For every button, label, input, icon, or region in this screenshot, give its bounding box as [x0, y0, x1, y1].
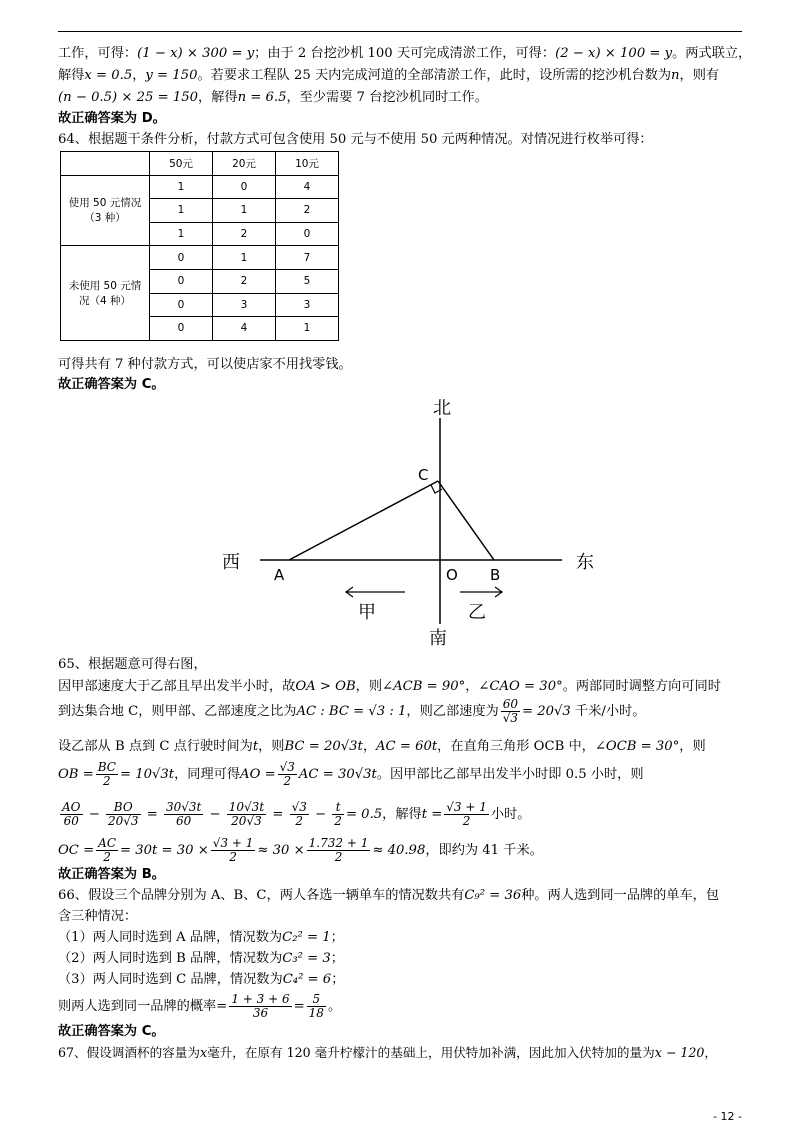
table-cell: 1 [150, 222, 213, 246]
table-cell: 0 [213, 175, 276, 199]
p65-line-4: OB = $\frac{BC}{2}$ = 10√3t，同理可得AO = $\frac{√3}{2}$ AC = 30√3t。因甲部比乙部早出发半小时即 0.5 小时，则 [58, 760, 644, 788]
segment-cb [438, 481, 494, 560]
segment-ac [289, 481, 438, 560]
table-cell: 4 [276, 175, 339, 199]
p64-answer: 故正确答案为 C。 [58, 377, 165, 392]
table-row [61, 246, 339, 270]
label-o: O [446, 566, 458, 584]
geometry-figure [200, 392, 620, 652]
label-a: A [274, 566, 285, 584]
table-cell: 3 [213, 293, 276, 317]
table-cell: 4 [213, 317, 276, 341]
p63-answer: 故正确答案为 D。 [58, 111, 166, 126]
label-west: 西 [222, 552, 240, 573]
p65-answer: 故正确答案为 B。 [58, 867, 165, 882]
p65-line-5: $\frac{AO}{60}$ − $\frac{BO}{20√3}$ = $\frac{30√3t}{60}$ − $\frac{10√3t}{20√3}$ = $\frac{√3}{2}$ − $\frac{t}{2}$ = 0.5，解得t = $\frac{√3 + 1}{2}$ 小时。 [62, 800, 531, 828]
p65-line-2: 到达集合地 C，则甲部、乙部速度之比为AC : BC = √3 : 1，则乙部速度为 $\frac{60}{√3}$ = 20√3 千米/小时。 [58, 697, 646, 725]
label-north: 北 [433, 398, 451, 419]
p66-line-1: 66、假设三个品牌分别为 A、B、C，两人各选一辆单车的情况数共有C₉² = 36种。两人选到同一品牌的单车，包 [58, 888, 720, 903]
table-cell: 0 [150, 317, 213, 341]
table-cell: 5 [276, 269, 339, 293]
p65-line-1: 因甲部速度大于乙部且早出发半小时，故OA > OB，则∠ACB = 90°，∠CAO = 30°。两部同时调整方向可同时 [58, 679, 721, 694]
p66-case-1: （1）两人同时选到 A 品牌，情况数为C₂² = 1； [58, 930, 344, 945]
table-cell: 1 [213, 199, 276, 223]
p66-probability: 则两人选到同一品牌的概率= $\frac{1 + 3 + 6}{36}$ = $\frac{5}{18}$ 。 [58, 992, 342, 1020]
page-number: - 12 - [713, 1110, 742, 1123]
p63-line-3: (n − 0.5) × 25 = 150，解得n = 6.5，至少需要 7 台挖沙机同时工作。 [58, 90, 488, 105]
label-east: 东 [576, 552, 594, 573]
table-cell: 0 [150, 269, 213, 293]
p66-case-3: （3）两人同时选到 C 品牌，情况数为C₄² = 6； [58, 972, 345, 987]
header-10: 10元 [276, 152, 339, 176]
label-b: B [490, 566, 501, 584]
p66-answer: 故正确答案为 C。 [58, 1024, 165, 1039]
table-cell: 0 [150, 246, 213, 270]
p66-case-2: （2）两人同时选到 B 品牌，情况数为C₃² = 3； [58, 951, 344, 966]
table-cell: 1 [276, 317, 339, 341]
table-header-row [61, 152, 339, 176]
table-cell: 2 [276, 199, 339, 223]
p64-intro: 64、根据题干条件分析，付款方式可包含使用 50 元与不使用 50 元两种情况。对情况进行枚举可得： [58, 132, 653, 147]
p65-line-6: OC = $\frac{AC}{2}$ = 30t = 30 × $\frac{√3 + 1}{2}$ ≈ 30 × $\frac{1.732 + 1}{2}$ ≈ 40.98，即约为 41 千米。 [58, 836, 543, 864]
table-cell: 7 [276, 246, 339, 270]
table-corner-cell [61, 152, 150, 176]
label-c: C [418, 466, 429, 484]
header-rule [58, 31, 742, 32]
header-50: 50元 [150, 152, 213, 176]
table-cell: 1 [150, 199, 213, 223]
table-cell: 2 [213, 269, 276, 293]
table-cell: 0 [150, 293, 213, 317]
label-yi: 乙 [468, 602, 486, 623]
table-cell: 1 [213, 246, 276, 270]
p65-intro: 65、根据题意可得右图， [58, 657, 207, 672]
table-cell: 2 [213, 222, 276, 246]
p65-line-3: 设乙部从 B 点到 C 点行驶时间为t，则BC = 20√3t，AC = 60t，在直角三角形 OCB 中，∠OCB = 30°，则 [58, 739, 706, 754]
p64-conclusion: 可得共有 7 种付款方式，可以使店家不用找零钱。 [58, 357, 352, 372]
p67-line-1: 67、假设调酒杯的容量为x毫升，在原有 120 毫升柠檬汁的基础上，用伏特加补满，因此加入伏特加的量为x − 120， [58, 1045, 718, 1060]
payment-table [60, 151, 339, 341]
table-cell: 3 [276, 293, 339, 317]
p63-line-1: 工作，可得：(1 − x) × 300 = y；由于 2 台挖沙机 100 天可完成清淤工作，可得：(2 − x) × 100 = y。两式联立， [58, 46, 752, 61]
table-cell: 1 [150, 175, 213, 199]
header-20: 20元 [213, 152, 276, 176]
p63-line-2: 解得x = 0.5，y = 150。若要求工程队 25 天内完成河道的全部清淤工作，此时，设所需的挖沙机台数为n，则有 [58, 68, 720, 83]
table-row [61, 175, 339, 199]
label-jia: 甲 [358, 602, 376, 623]
group2-label: 未使用 50 元情 况（4 种） [61, 246, 150, 340]
group1-label: 使用 50 元情况 （3 种） [61, 175, 150, 246]
table-cell: 0 [276, 222, 339, 246]
p66-line-2: 含三种情况： [58, 909, 138, 924]
label-south: 南 [429, 628, 447, 649]
